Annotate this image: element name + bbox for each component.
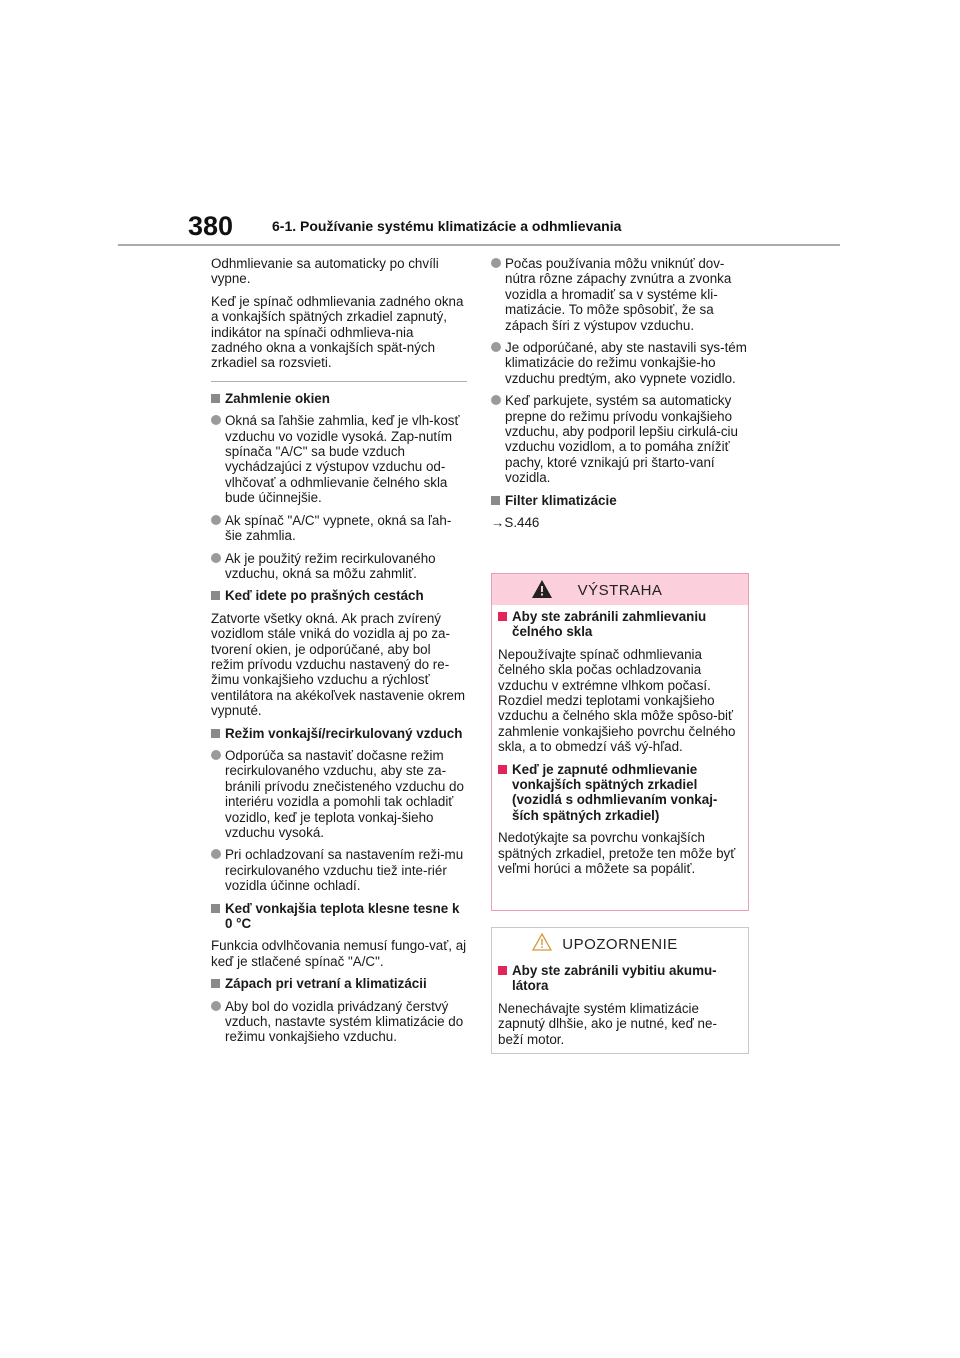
section-heading-dusty-roads: Keď idete po prašných cestách bbox=[211, 588, 467, 603]
circle-bullet-icon bbox=[491, 395, 501, 405]
section-heading-odor: Zápach pri vetraní a klimatizácii bbox=[211, 976, 467, 991]
list-item: Je odporúčané, aby ste nastavili sys-tém klimatizácie do režimu vonkajšie-ho vzduchu predtým, ako vypnete vozidlo. bbox=[491, 340, 747, 386]
list-item: Okná sa ľahšie zahmlia, keď je vlh-kosť vzduchu vo vozidle vysoká. Zap-nutím spínača "A/C" sa bude vzduch vychádzajúci z výstupov vzduchu od-vlhčovať a odhmlievanie čelného skla bude účinnejšie. bbox=[211, 413, 467, 505]
section-divider bbox=[211, 381, 467, 382]
warning-header bbox=[492, 574, 748, 605]
circle-bullet-icon bbox=[491, 342, 501, 352]
square-bullet-icon bbox=[211, 904, 220, 913]
warning-box bbox=[491, 573, 749, 911]
section-heading-filter: Filter klimatizácie bbox=[491, 493, 747, 508]
circle-bullet-icon bbox=[211, 515, 221, 525]
page-number: 380 bbox=[188, 211, 234, 241]
section-heading-low-temp: Keď vonkajšia teplota klesne tesne k 0 °C bbox=[211, 901, 467, 932]
right-column bbox=[491, 256, 747, 538]
warning-body bbox=[492, 605, 748, 877]
list-item: Odporúča sa nastaviť dočasne režim recirkulovaného vzduchu, aby ste za-bránili prívodu znečisteného vzduchu do interiéru vozidla a pomohli tak ochladiť vozidlo, keď je teplota vonkaj-šieho vzduchu vysoká. bbox=[211, 748, 467, 840]
square-bullet-icon bbox=[498, 765, 507, 774]
dusty-roads-text: Zatvorte všetky okná. Ak prach zvírený vozidlom stále vniká do vozidla aj po za-tvorení okien, je odporúčané, aby bol režim prívodu vzduchu nastavený do re-žimu vonkajšieho vzduchu a rýchlosť ventilátora na akékoľvek nastavenie okrem vypnuté. bbox=[211, 610, 466, 719]
chapter-title: 6-1. Používanie systému klimatizácie a odhmlievania bbox=[272, 218, 622, 234]
circle-bullet-icon bbox=[491, 258, 501, 268]
square-bullet-icon bbox=[211, 394, 220, 403]
intro-paragraph-2: Keď je spínač odhmlievania zadného okna a vonkajších spätných zrkadiel zapnutý, indikátor na spínači odhmlieva-nia zadného okna a vonkajších spät-ných zrkadiel sa rozsvieti. bbox=[211, 293, 464, 371]
circle-bullet-icon bbox=[211, 415, 221, 425]
notice-title: UPOZORNENIE bbox=[562, 936, 678, 953]
notice-heading-battery: Aby ste zabránili vybitiu akumu-látora bbox=[498, 963, 742, 994]
square-bullet-icon bbox=[211, 729, 220, 738]
square-bullet-icon bbox=[211, 979, 220, 988]
list-item: Ak spínač "A/C" vypnete, okná sa ľah-šie zahmlia. bbox=[211, 513, 467, 544]
square-bullet-icon bbox=[498, 612, 507, 621]
circle-bullet-icon bbox=[211, 1001, 221, 1011]
list-item: Pri ochladzovaní sa nastavením reži-mu recirkulovaného vzduchu tiež inte-riér vozidla účinne ochladí. bbox=[211, 847, 467, 893]
warning-text-mirrors: Nedotýkajte sa povrchu vonkajších spätných zrkadiel, pretože ten môže byť veľmi horúci a môžete sa popáliť. bbox=[498, 830, 736, 877]
list-item: Počas používania môžu vniknúť dov-nútra rôzne zápachy zvnútra a zvonka vozidla a hromadiť sa v systéme kli-matizácie. To môže spôsobiť, že sa zápach šíri z výstupov vzduchu. bbox=[491, 256, 747, 333]
section-heading-fogging: Zahmlenie okien bbox=[211, 391, 467, 406]
circle-bullet-icon bbox=[211, 849, 221, 859]
warning-heading-mirrors: Keď je zapnuté odhmlievanie vonkajších spätných zrkadiel (vozidlá s odhmlievaním vonkaj-ších spätných zrkadiel) bbox=[498, 762, 742, 824]
page-header bbox=[0, 0, 960, 250]
notice-box bbox=[491, 927, 749, 1054]
header-rule bbox=[118, 244, 840, 246]
page-reference-link[interactable]: →S.446 bbox=[491, 515, 540, 531]
notice-text-battery: Nenechávajte systém klimatizácie zapnutý dlhšie, ako je nutné, keď ne-beží motor. bbox=[498, 1000, 717, 1047]
left-column bbox=[211, 256, 467, 1052]
square-bullet-icon bbox=[491, 496, 500, 505]
notice-body bbox=[492, 959, 748, 1047]
warning-text-windshield: Nepoužívajte spínač odhmlievania čelného skla počas ochladzovania vzduchu v extrémne vlhkom počasí. Rozdiel medzi teplotami vonkajšieho vzduchu a čelného skla môže spôso-biť zahmlenie vonkajšieho povrchu čelného skla, a to obmedzí váš vý-hľad. bbox=[498, 646, 736, 755]
warning-heading-windshield: Aby ste zabránili zahmlievaniu čelného skla bbox=[498, 609, 742, 640]
list-item: Keď parkujete, systém sa automaticky prepne do režimu prívodu vonkajšieho vzduchu, aby podporil lepšiu cirkulá-ciu vzduchu vozidlom, a to pomáha znížiť pachy, ktoré vznikajú pri štarto-vaní vozidla. bbox=[491, 393, 747, 485]
intro-paragraph-1: Odhmlievanie sa automaticky po chvíli vypne. bbox=[211, 256, 439, 287]
circle-bullet-icon bbox=[211, 553, 221, 563]
square-bullet-icon bbox=[211, 591, 220, 600]
section-heading-air-mode: Režim vonkajší/recirkulovaný vzduch bbox=[211, 726, 467, 741]
list-item: Ak je použitý režim recirkulovaného vzduchu, okná sa môžu zahmliť. bbox=[211, 551, 467, 582]
warning-title: VÝSTRAHA bbox=[577, 582, 663, 599]
circle-bullet-icon bbox=[211, 750, 221, 760]
list-item: Aby bol do vozidla privádzaný čerstvý vzduch, nastavte systém klimatizácie do režimu vonkajšieho vzduchu. bbox=[211, 999, 467, 1045]
low-temp-text: Funkcia odvlhčovania nemusí fungo-vať, aj keď je stlačené spínač "A/C". bbox=[211, 938, 467, 969]
square-bullet-icon bbox=[498, 966, 507, 975]
notice-header bbox=[492, 928, 748, 959]
